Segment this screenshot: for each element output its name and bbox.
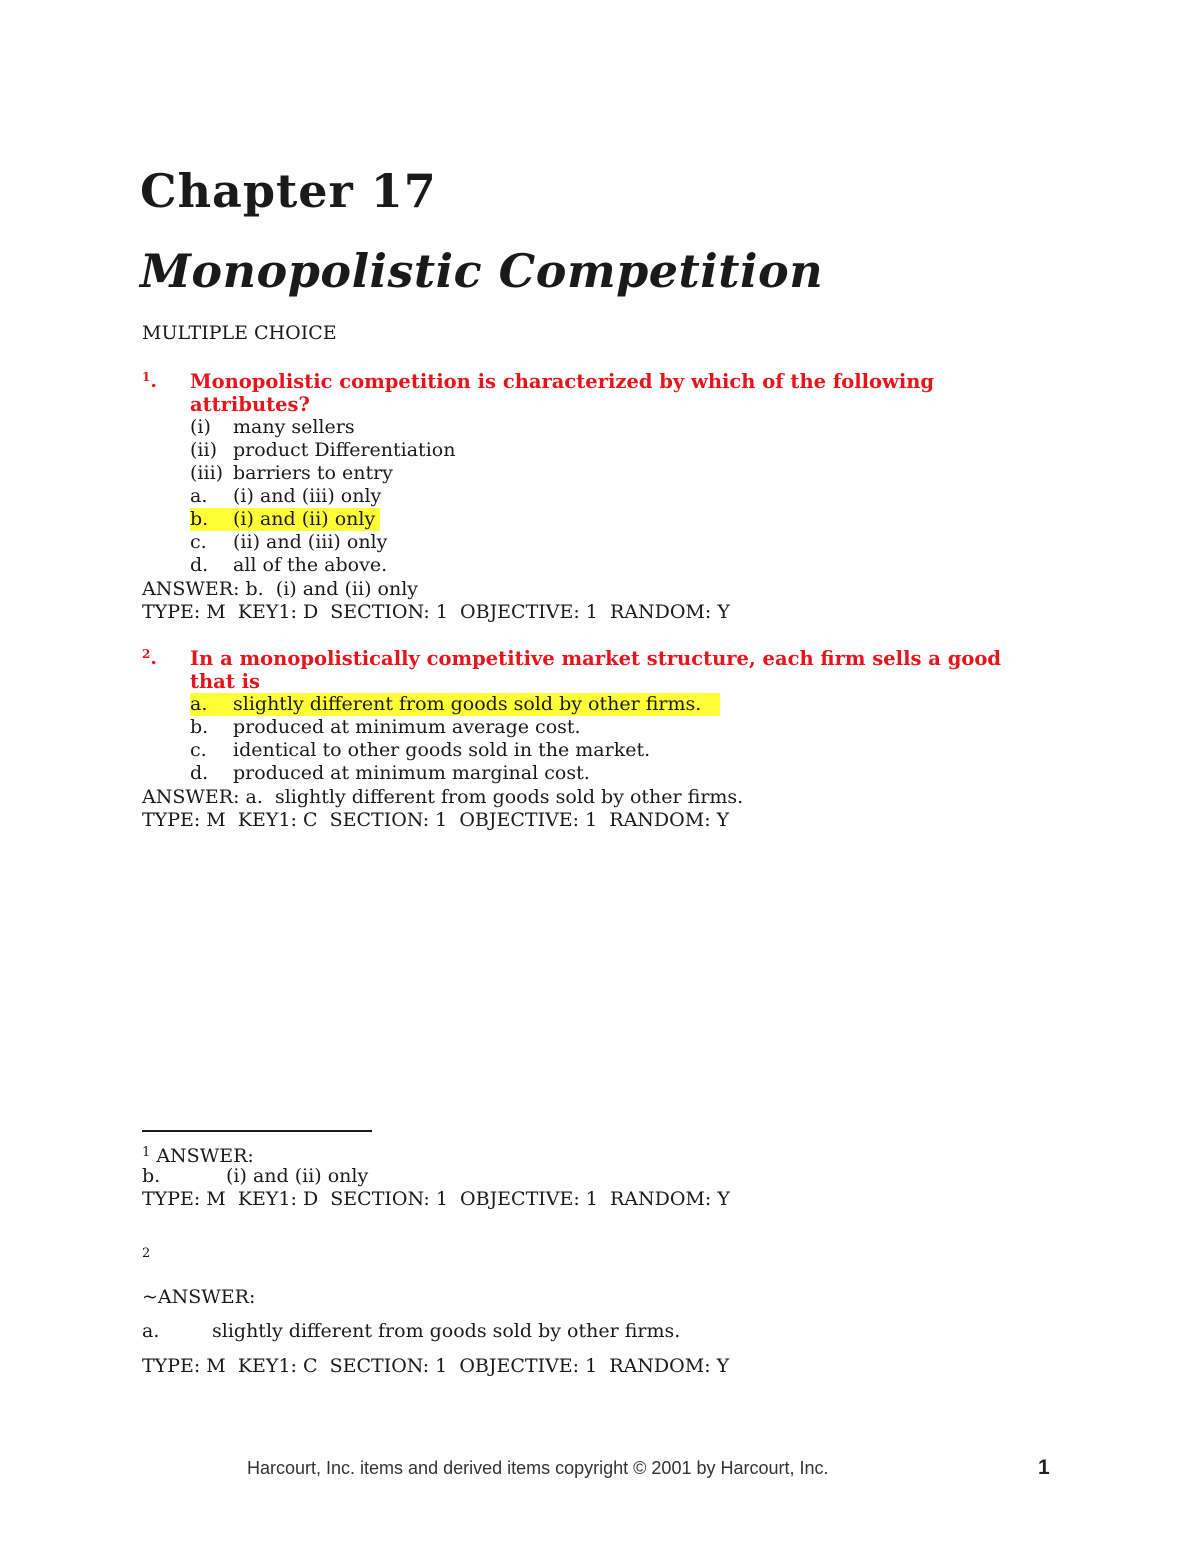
footer-copyright: Harcourt, Inc. items and derived items copyright © 2001 by Harcourt, Inc. bbox=[247, 1458, 829, 1478]
question-2-stem-line-2: that is bbox=[190, 670, 261, 693]
q1-roman-mark: (iii) bbox=[190, 462, 224, 484]
question-1-stem-line-2: attributes? bbox=[190, 393, 310, 416]
question-1-number: $^1$. bbox=[142, 370, 157, 392]
q1-option-correct-highlight bbox=[190, 508, 380, 531]
q2-answer-line: ANSWER: a. slightly different from goods sold by other firms. bbox=[142, 786, 744, 808]
footnote-1-type: TYPE: M KEY1: D SECTION: 1 OBJECTIVE: 1 RANDOM: Y bbox=[142, 1188, 730, 1210]
footnote-2-letter: a. bbox=[142, 1320, 160, 1342]
q2-option-text: slightly different from goods sold by other firms. bbox=[233, 693, 702, 715]
page-number: 1 bbox=[1038, 1456, 1050, 1479]
q1-answer-line: ANSWER: b. (i) and (ii) only bbox=[142, 578, 419, 600]
footnote-1-text: (i) and (ii) only bbox=[226, 1165, 369, 1187]
footnote-2-text: slightly different from goods sold by other firms. bbox=[212, 1320, 681, 1342]
footnote-2-number: 2 bbox=[142, 1246, 151, 1261]
q2-option-letter: c. bbox=[190, 739, 207, 761]
q2-option-text: identical to other goods sold in the market. bbox=[233, 739, 651, 761]
section-label: MULTIPLE CHOICE bbox=[142, 322, 337, 344]
q2-option-text: produced at minimum average cost. bbox=[233, 716, 581, 738]
chapter-heading: Chapter 17 bbox=[140, 164, 437, 218]
q1-roman-mark: (ii) bbox=[190, 439, 217, 461]
q2-option-letter: b. bbox=[190, 716, 209, 738]
q1-option-letter: c. bbox=[190, 531, 207, 553]
question-2-stem-line-1: In a monopolistically competitive market structure, each firm sells a good bbox=[190, 647, 1001, 670]
q1-roman-text: product Differentiation bbox=[233, 439, 456, 461]
q1-option-letter: a. bbox=[190, 485, 208, 507]
q2-option-letter: a. bbox=[190, 693, 208, 715]
question-2-number: $^2$. bbox=[142, 647, 157, 669]
q1-option-text: (ii) and (iii) only bbox=[233, 531, 388, 553]
q2-option-letter: d. bbox=[190, 762, 209, 784]
q1-option-letter: b. bbox=[190, 508, 209, 530]
q2-option-correct-highlight bbox=[190, 693, 720, 716]
q1-option-letter: d. bbox=[190, 554, 209, 576]
q1-option-text: (i) and (iii) only bbox=[233, 485, 382, 507]
footnote-2-type: TYPE: M KEY1: C SECTION: 1 OBJECTIVE: 1 RANDOM: Y bbox=[142, 1355, 730, 1377]
footnote-2-header: ~ANSWER: bbox=[142, 1286, 256, 1308]
q1-option-text: all of the above. bbox=[233, 554, 388, 576]
footnote-1-letter: b. bbox=[142, 1165, 161, 1187]
footnote-1-header: $^1$ ANSWER: bbox=[142, 1145, 254, 1167]
question-1-stem-line-1: Monopolistic competition is characterized by which of the following bbox=[190, 370, 935, 393]
q1-roman-text: many sellers bbox=[233, 416, 355, 438]
q1-option-text: (i) and (ii) only bbox=[233, 508, 376, 530]
chapter-title: Monopolistic Competition bbox=[140, 244, 824, 298]
q2-option-text: produced at minimum marginal cost. bbox=[233, 762, 590, 784]
footnote-separator bbox=[142, 1130, 372, 1132]
q1-roman-mark: (i) bbox=[190, 416, 211, 438]
q1-type-line: TYPE: M KEY1: D SECTION: 1 OBJECTIVE: 1 RANDOM: Y bbox=[142, 601, 730, 623]
q1-roman-text: barriers to entry bbox=[233, 462, 393, 484]
q2-type-line: TYPE: M KEY1: C SECTION: 1 OBJECTIVE: 1 RANDOM: Y bbox=[142, 809, 730, 831]
